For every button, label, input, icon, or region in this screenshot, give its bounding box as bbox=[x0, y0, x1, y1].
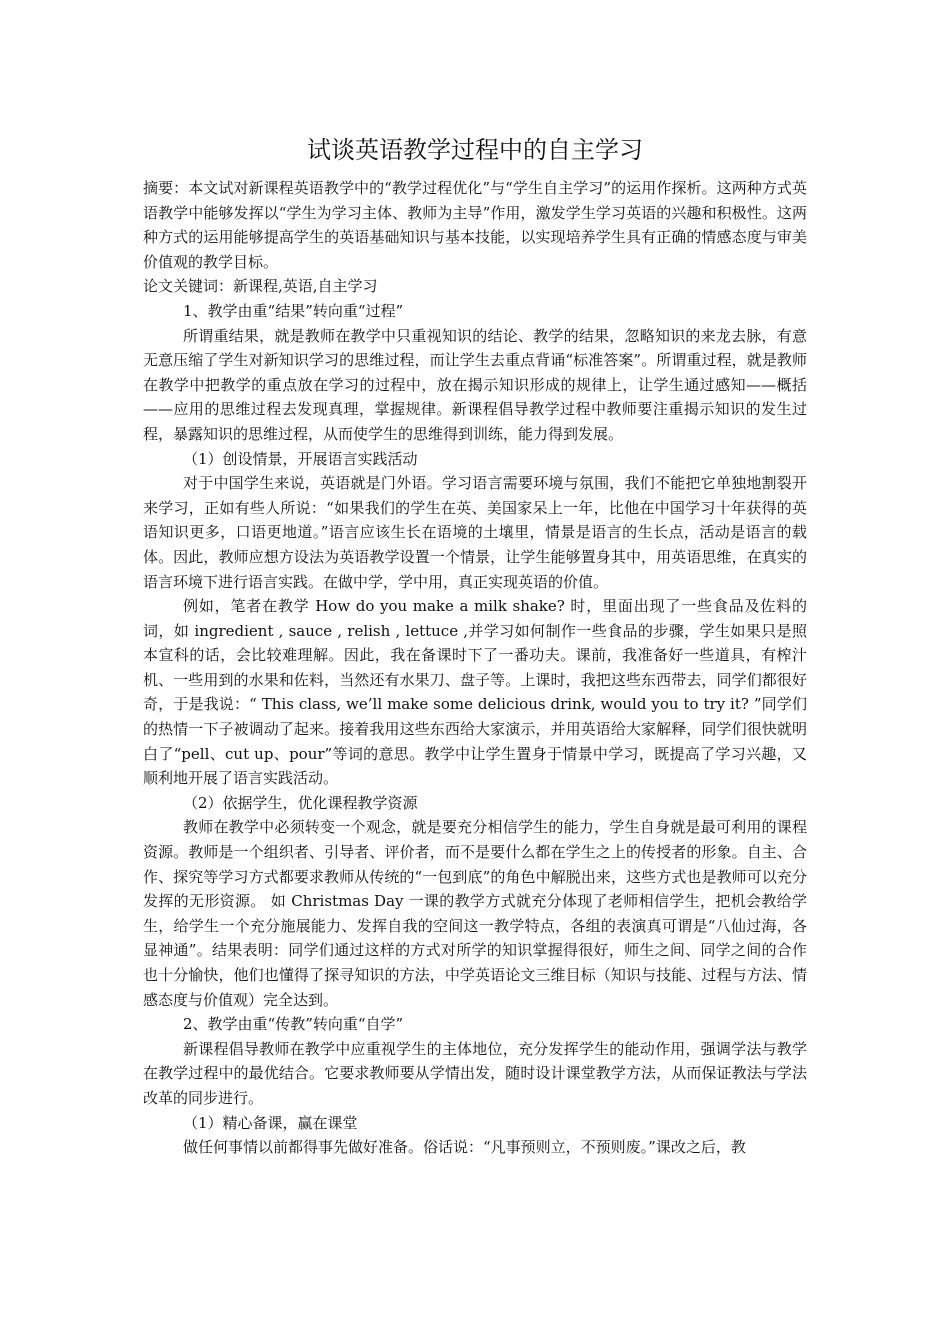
paragraph: 教师在教学中必须转变一个观念，就是要充分相信学生的能力，学生自身就是最可利用的课程资源。教师是一个组织者、引导者、评价者，而不是要什么都在学生之上的传授者的形象。自主、合作、探究等学习方式都要求教师从传统的“一包到底”的角色中解脱出来，这些方式也是教师可以充分发挥的无形资源。 如 Christmas Day 一课的教学方式就充分体现了老师相信学生，把机会教给学生，给学生一个充分施展能力、发挥自我的空间这一教学特点，各组的表演真可谓是“八仙过海，各显神通”。结果表明：同学们通过这样的方式对所学的知识掌握得很好，师生之间、同学之间的合作也十分愉快，他们也懂得了探寻知识的方法，中学英语论文三维目标（知识与技能、过程与方法、情感态度与价值观）完全达到。 bbox=[143, 818, 807, 1009]
paragraph: 例如，笔者在教学 How do you make a milk shake? 时，里面出现了一些食品及佐料的词，如 ingredient , sauce , relish , lettuce ,并学习如何制作一些食品的步骤，学生如果只是照本宣科的话，会比较难理解。因此，我在备课时下了一番功夫。课前，我准备好一些道具，有榨汁机、一些用到的水果和佐料，当然还有水果刀、盘子等。上课时，我把这些东西带去，同学们都很好奇，于是我说：“ This class, we’ll make some delicious drink, would you to try it? ”同学们的热情一下子被调动了起来。接着我用这些东西给大家演示，并用英语给大家解释，同学们很快就明白了“pell、cut up、pour”等词的意思。教学中让学生置身于情景中学习，既提高了学习兴趣，又顺利地开展了语言实践活动。 bbox=[143, 597, 807, 788]
page-title: 试谈英语教学过程中的自主学习 bbox=[307, 136, 643, 164]
keywords-line: 论文关键词：新课程,英语,自主学习 bbox=[143, 277, 378, 296]
paragraph: 所谓重结果，就是教师在教学中只重视知识的结论、教学的结果，忽略知识的来龙去脉，有意无意压缩了学生对新知识学习的思维过程，而让学生去重点背诵“标准答案”。所谓重过程，就是教师在教学中把教学的重点放在学习的过程中，放在揭示知识形成的规律上，让学生通过感知——概括——应用的思维过程去发现真理，掌握规律。新课程倡导教学过程中教师要注重揭示知识的发生过程，暴露知识的思维过程，从而使学生的思维得到训练，能力得到发展。 bbox=[143, 326, 807, 443]
subsection-heading-2-1: （1）精心备课，赢在课堂 bbox=[183, 1113, 358, 1132]
paragraph: 对于中国学生来说，英语就是门外语。学习语言需要环境与氛围，我们不能把它单独地割裂开来学习，正如有些人所说：“如果我们的学生在英、美国家呆上一年，比他在中国学习十年获得的英语知识更多，口语更地道。”语言应该生长在语境的土壤里，情景是语言的生长点，活动是语言的载体。因此，教师应想方设法为英语教学设置一个情景，让学生能够置身其中，用英语思维，在真实的语言环境下进行语言实践。在做中学，学中用，真正实现英语的价值。 bbox=[143, 474, 807, 591]
paragraph: 做任何事情以前都得事先做好准备。俗话说：“凡事预则立，不预则废。”课改之后，教 bbox=[183, 1138, 746, 1157]
subsection-heading-1-1: （1）创设情景，开展语言实践活动 bbox=[183, 449, 418, 468]
document-body bbox=[143, 176, 807, 1160]
section-heading-2: 2、教学由重“传教”转向重“自学” bbox=[183, 1015, 404, 1034]
paragraph: 新课程倡导教师在教学中应重视学生的主体地位，充分发挥学生的能动作用，强调学法与教学在教学过程中的最优结合。它要求教师要从学情出发，随时设计课堂教学方法，从而保证教法与学法改革的同步进行。 bbox=[143, 1039, 807, 1107]
subsection-heading-1-2: （2）依据学生，优化课程教学资源 bbox=[183, 793, 418, 812]
section-heading-1: 1、教学由重“结果”转向重“过程” bbox=[183, 301, 404, 320]
abstract-paragraph: 摘要：本文试对新课程英语教学中的“教学过程优化”与“学生自主学习”的运用作探析。这两种方式英语教学中能够发挥以“学生为学习主体、教师为主导”作用，激发学生学习英语的兴趣和积极性。这两种方式的运用能够提高学生的英语基础知识与基本技能，以实现培养学生具有正确的情感态度与审美价值观的教学目标。 bbox=[143, 179, 807, 271]
